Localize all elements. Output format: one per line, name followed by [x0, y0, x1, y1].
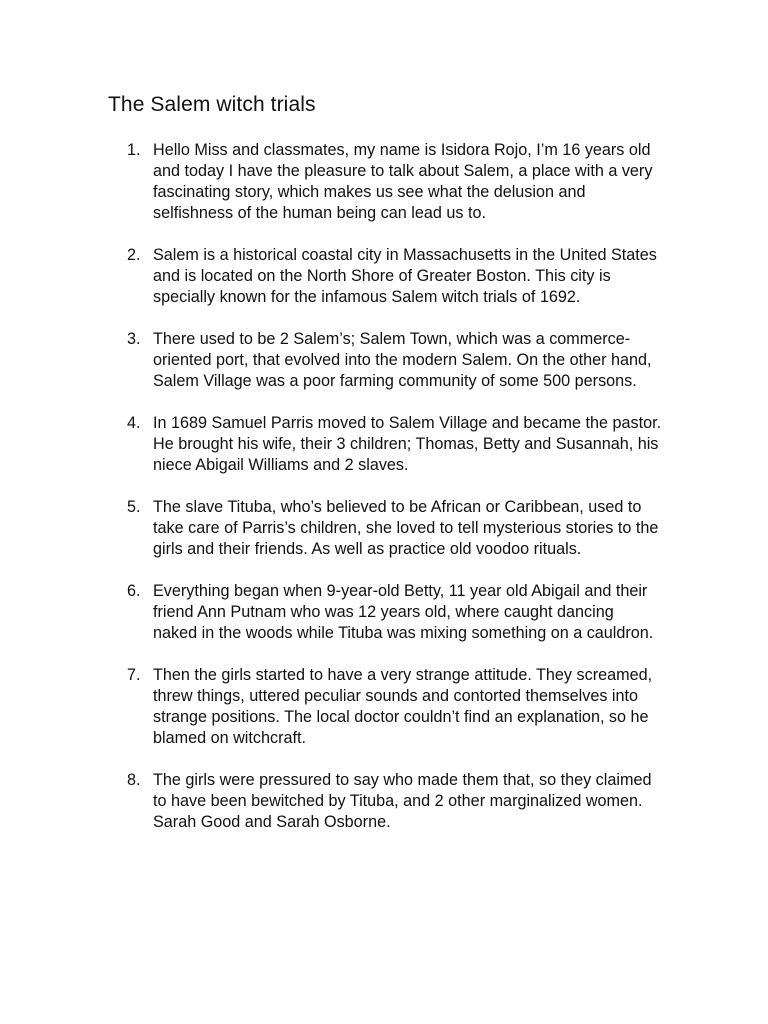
numbered-list [127, 140, 662, 854]
list-item-6 [127, 581, 662, 644]
list-item-text: The girls were pressured to say who made them that, so they claimed to have been bewitched by Tituba, and 2 other marginalized women. Sarah Good and Sarah Osborne. [153, 771, 652, 831]
list-item-number: 4. [127, 414, 141, 432]
list-item-2 [127, 245, 662, 308]
list-item-7 [127, 665, 662, 749]
list-item-number: 7. [127, 666, 141, 684]
list-item-text: Everything began when 9-year-old Betty, 11 year old Abigail and their friend Ann Putnam who was 12 years old, where caught dancing naked in the woods while Tituba was mixing something on a cauldron. [153, 582, 654, 642]
list-item-number: 3. [127, 330, 141, 348]
list-item-text: In 1689 Samuel Parris moved to Salem Village and became the pastor. He brought his wife, their 3 children; Thomas, Betty and Susannah, his niece Abigail Williams and 2 slaves. [153, 414, 662, 474]
list-item-text: The slave Tituba, who’s believed to be African or Caribbean, used to take care of Parris’s children, she loved to tell mysterious stories to the girls and their friends. As well as practice old voodoo rituals. [153, 498, 659, 558]
list-item-number: 5. [127, 498, 141, 516]
list-item-text: There used to be 2 Salem’s; Salem Town, which was a commerce-oriented port, that evolved into the modern Salem. On the other hand, Salem Village was a poor farming community of some 500 persons. [153, 330, 652, 390]
document-title: The Salem witch trials [108, 93, 316, 116]
list-item-number: 8. [127, 771, 141, 789]
list-item-3 [127, 329, 662, 392]
list-item-1 [127, 140, 662, 224]
list-item-text: Then the girls started to have a very strange attitude. They screamed, threw things, uttered peculiar sounds and contorted themselves into strange positions. The local doctor couldn’t find an explanation, so he blamed on witchcraft. [153, 666, 653, 747]
list-item-number: 6. [127, 582, 141, 600]
list-item-number: 2. [127, 246, 141, 264]
list-item-text: Salem is a historical coastal city in Massachusetts in the United States and is located on the North Shore of Greater Boston. This city is specially known for the infamous Salem witch trials of 1692. [153, 246, 657, 306]
list-item-4 [127, 413, 662, 476]
list-item-8 [127, 770, 662, 833]
list-item-5 [127, 497, 662, 560]
list-item-number: 1. [127, 141, 141, 159]
list-item-text: Hello Miss and classmates, my name is Isidora Rojo, I’m 16 years old and today I have the pleasure to talk about Salem, a place with a very fascinating story, which makes us see what the delusion and selfishness of the human being can lead us to. [153, 141, 653, 222]
